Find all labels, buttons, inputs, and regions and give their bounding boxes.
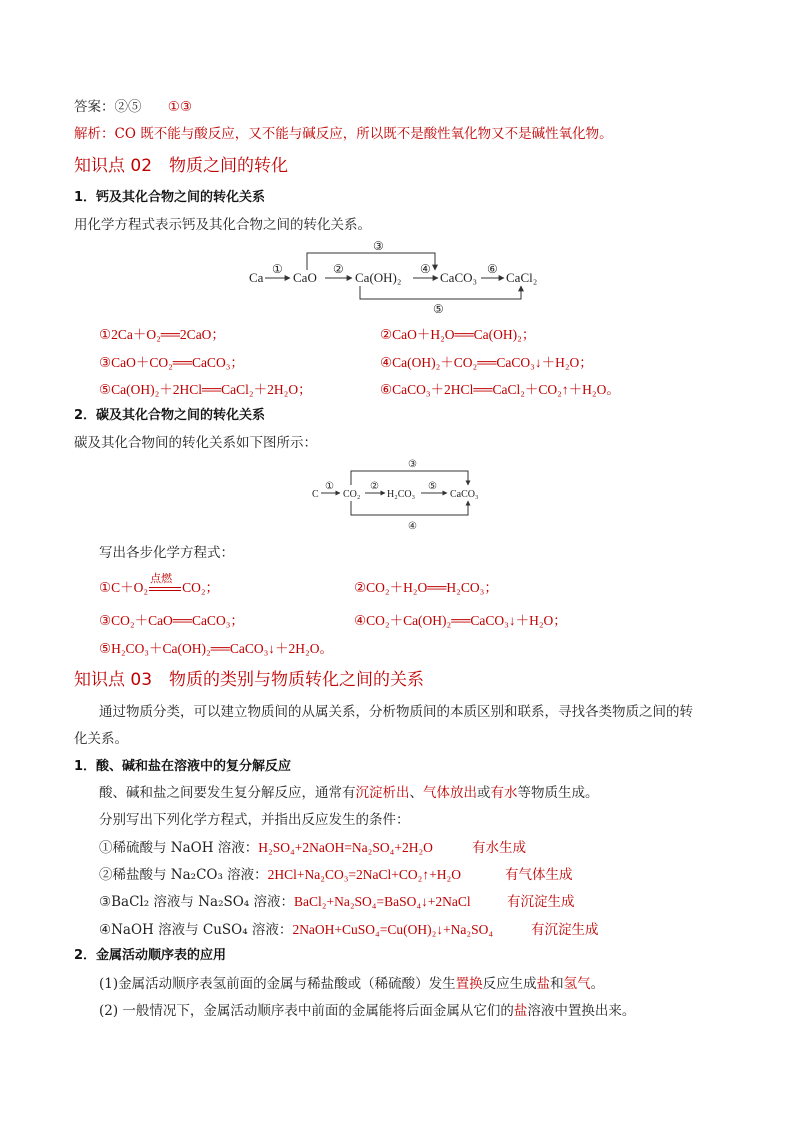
reaction-equation: BaCl₂+Na₂SO₄=BaSO₄↓+2NaCl: [294, 894, 471, 909]
reaction-question: ④NaOH 溶液与 CuSO₄ 溶液：: [99, 922, 293, 938]
ignite-arrow: [148, 572, 182, 596]
section-title-kp03: 知识点 03 物质的类别与物质转化之间的关系: [74, 670, 425, 690]
arrow-co2-caco3-bottom: [351, 501, 468, 515]
reaction-equation: 2HCl+Na₂CO₃=2NaCl+CO₂↑+H₂O: [267, 867, 461, 882]
dd-text-e: 或: [477, 785, 491, 801]
carbon-intro: 碳及其化合物间的转化关系如下图所示：: [74, 435, 317, 451]
subsection-title-metal-activity: 2．金属活动顺序表的应用: [74, 948, 227, 963]
reaction-question: ②稀盐酸与 Na₂CO₃ 溶液：: [99, 867, 268, 883]
node-cacl2: CaCl₂: [506, 270, 538, 285]
ca-eq-3: ③CaO＋CO₂══CaCO₃；: [99, 355, 244, 370]
ma2-text-c: 溶液中置换出来。: [527, 1003, 636, 1019]
reaction-condition: 有沉淀生成: [531, 922, 599, 938]
reaction-row: [99, 836, 433, 856]
answer-part1: ②⑤: [114, 99, 142, 115]
write-steps-label: 写出各步化学方程式：: [99, 545, 234, 561]
double-decomposition-conditions: [99, 781, 599, 801]
reaction-equation: H₂SO₄+2NaOH=Na₂SO₄+2H₂O: [258, 840, 433, 855]
metal-activity-point-1: [99, 972, 604, 992]
ma1-hydrogen: 氢气: [563, 976, 591, 992]
ma2-text-a: (2) 一般情况下，金属活动顺序表中前面的金属能将后面金属从它们的: [99, 1003, 514, 1019]
reaction-row: [99, 863, 461, 883]
node-c: C: [312, 489, 319, 500]
ca-eq-4: ④Ca(OH)₂＋CO₂══CaCO₃↓＋H₂O；: [380, 355, 593, 370]
ignite-label: 点燃: [150, 572, 173, 585]
ma2-salt: 盐: [513, 1003, 528, 1019]
subsection-title-carbon: 2．碳及其化合物之间的转化关系: [74, 408, 266, 423]
ca-eq-6: ⑥CaCO₃＋2HCl══CaCl₂＋CO₂↑＋H₂O。: [380, 382, 620, 397]
label-5: ⑤: [433, 302, 444, 316]
ma1-text-c: 反应生成: [482, 976, 537, 992]
answer-part2: ①③: [167, 99, 193, 115]
reaction-condition: 有气体生成: [505, 867, 573, 883]
c-label-1: ①: [325, 481, 334, 492]
ca-eq-5: ⑤Ca(OH)₂＋2HCl══CaCl₂＋2H₂O；: [99, 382, 312, 397]
section-title-kp02: 知识点 02 物质之间的转化: [74, 156, 289, 176]
c-eq-4: ④CO₂＋Ca(OH)₂══CaCO₃↓＋H₂O；: [354, 613, 567, 628]
c-eq-3: ③CO₂＋CaO══CaCO₃；: [99, 613, 244, 628]
carbon-conversion-diagram: [308, 455, 498, 533]
c-eq-2: ②CO₂＋H₂O══H₂CO₃；: [354, 580, 498, 595]
node-caoh2: Ca(OH)₂: [355, 270, 402, 285]
arrow-caoh2-cacl2: [360, 286, 521, 299]
ca-eq-2: ②CaO＋H₂O══Ca(OH)₂；: [380, 327, 536, 342]
reaction-question: ①稀硫酸与 NaOH 溶液：: [99, 840, 259, 856]
calcium-intro: 用化学方程式表示钙及其化合物之间的转化关系。: [74, 217, 371, 233]
c-eq-1-left: ①C＋O₂: [99, 580, 149, 595]
answer-line: [74, 95, 192, 115]
node-caco3-c: CaCO₃: [450, 489, 479, 500]
reaction-condition: 有沉淀生成: [507, 894, 575, 910]
c-eq-5: ⑤H₂CO₃＋Ca(OH)₂══CaCO₃↓＋2H₂O。: [99, 641, 334, 656]
kp03-para-line1: 通过物质分类，可以建立物质间的从属关系，分析物质间的本质区别和联系，寻找各类物质之间的转: [99, 704, 693, 720]
dd-text-c: 、: [409, 785, 423, 801]
kp03-para-line2: 化关系。: [74, 731, 128, 747]
ma1-replacement: 置换: [455, 976, 483, 992]
dd-text-g: 等物质生成。: [517, 785, 599, 801]
reaction-row: [99, 890, 471, 910]
c-label-5: ⑤: [428, 481, 437, 492]
reaction-row: [99, 918, 493, 938]
arrow-co2-caco3-top: [351, 471, 468, 485]
reaction-question: ③BaCl₂ 溶液与 Na₂SO₄ 溶液：: [99, 894, 295, 910]
calcium-conversion-diagram: [245, 236, 565, 316]
subsection-title-double-decomposition: 1．酸、碱和盐在溶液中的复分解反应: [74, 759, 292, 774]
dd-text-a: 酸、碱和盐之间要发生复分解反应，通常有: [99, 785, 356, 801]
label-4: ④: [420, 262, 431, 276]
label-1: ①: [272, 262, 283, 276]
ma1-salt: 盐: [536, 976, 551, 992]
node-co2: CO₂: [343, 489, 361, 500]
dd-gas: 气体放出: [423, 785, 477, 801]
arrow-cao-caco3: [307, 253, 435, 270]
c-label-4: ④: [408, 521, 417, 532]
dd-water: 有水: [490, 785, 518, 801]
analysis-text: 解析：CO 既不能与酸反应，又不能与碱反应，所以既不是酸性氧化物又不是碱性氧化物。: [74, 126, 613, 142]
c-eq-1: [99, 572, 220, 596]
metal-activity-point-2: [99, 999, 635, 1019]
label-3: ③: [373, 239, 384, 253]
subsection-title-calcium: 1．钙及其化合物之间的转化关系: [74, 190, 266, 205]
ma1-text-e: 和: [550, 976, 564, 992]
ma1-text-g: 。: [590, 976, 605, 992]
node-cao: CaO: [293, 270, 317, 285]
ca-eq-1: ①2Ca＋O₂══2CaO；: [99, 327, 225, 342]
reaction-equation: 2NaOH+CuSO₄=Cu(OH)₂↓+Na₂SO₄: [292, 922, 494, 937]
node-caco3: CaCO₃: [440, 270, 478, 285]
dd-precipitate: 沉淀析出: [355, 785, 410, 801]
reaction-condition: 有水生成: [472, 840, 526, 856]
label-6: ⑥: [487, 262, 498, 276]
node-ca: Ca: [249, 270, 264, 285]
label-2: ②: [333, 262, 344, 276]
c-label-3: ③: [408, 459, 417, 470]
ma1-text-a: (1)金属活动顺序表氢前面的金属与稀盐酸或（稀硫酸）发生: [99, 976, 456, 992]
c-eq-1-right: CO₂；: [182, 580, 220, 595]
answer-label: 答案：: [74, 99, 115, 115]
node-h2co3: H₂CO₃: [387, 489, 416, 500]
dd-instruction: 分别写出下列化学方程式，并指出反应发生的条件：: [99, 812, 410, 828]
c-label-2: ②: [370, 481, 379, 492]
